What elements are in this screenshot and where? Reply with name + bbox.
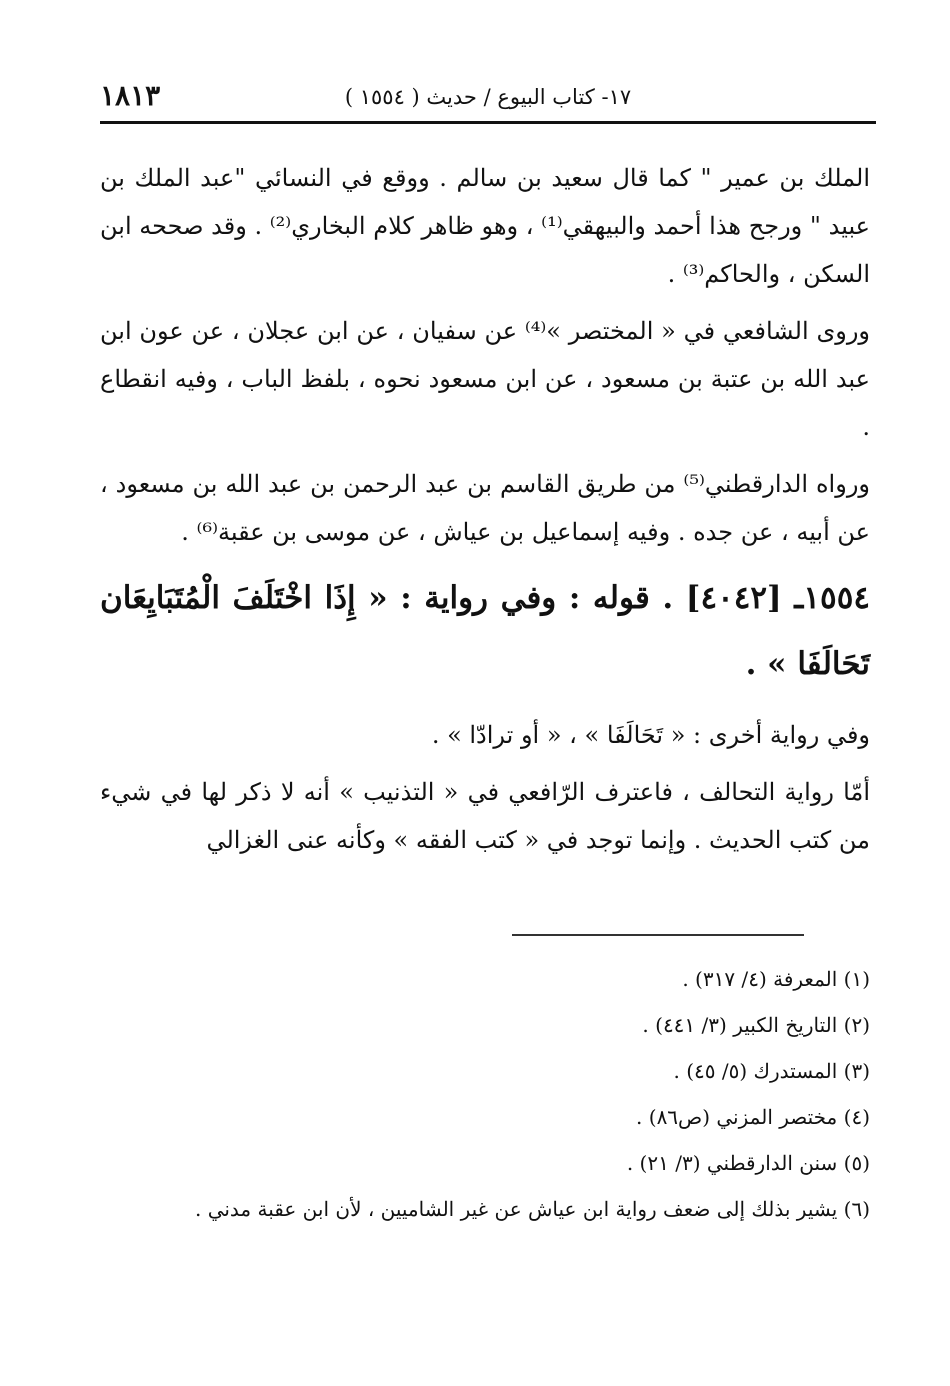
paragraph-2: وروى الشافعي في « المختصر »⁽⁴⁾ عن سفيان ، عن ابن عجلان ، عن عون ابن عبد الله بن عتبة بن مسعود ، عن ابن مسعود نحوه ، بلفظ الباب ، وفيه انقطاع .: [100, 317, 871, 441]
page-number: ١٨١٣: [100, 79, 161, 112]
footnotes: [100, 956, 870, 1232]
hadith-heading: ١٥٥٤ـ [٤٠٤٢] . قوله : وفي رواية : « إِذَا اخْتَلَفَ الْمُتَبَايِعَان تَحَالَفَا » .: [100, 580, 870, 682]
footnote-2: (٢) التاريخ الكبير (٣/ ٤٤١) .: [642, 1013, 870, 1037]
footnote-6: (٦) يشير بذلك إلى ضعف رواية ابن عياش عن غير الشاميين ، لأن ابن عقبة مدني .: [194, 1197, 870, 1221]
paragraph-5: أمّا رواية التحالف ، فاعترف الرّافعي في « التذنيب » أنه لا ذكر لها في شيء من كتب الحديث . وإنما توجد في « كتب الفقه » وكأنه عنى الغزالي: [100, 778, 870, 854]
paragraph-3: ورواه الدارقطني⁽⁵⁾ من طريق القاسم بن عبد الرحمن بن عبد الله بن مسعود ، عن أبيه ، عن جده . وفيه إسماعيل بن عياش ، عن موسى بن عقبة⁽⁶⁾ .: [100, 470, 870, 546]
header-rule: [100, 121, 876, 124]
footnote-3: (٣) المستدرك (٥/ ٤٥) .: [673, 1059, 870, 1083]
main-text: [100, 154, 870, 873]
footnote-4: (٤) مختصر المزني (ص٨٦) .: [636, 1105, 870, 1129]
page-header: [100, 78, 876, 122]
footnote-5: (٥) سنن الدارقطني (٣/ ٢١) .: [626, 1151, 870, 1175]
running-title: ١٧- كتاب البيوع / حديث ( ١٥٥٤ ): [344, 85, 632, 109]
footnote-1: (١) المعرفة (٤/ ٣١٧) .: [682, 967, 870, 991]
footnote-separator: [512, 934, 804, 936]
paragraph-4: وفي رواية أخرى : « تَحَالَفَا » ، « أو ترادّا » .: [431, 721, 870, 749]
paragraph-1: الملك بن عمير " كما قال سعيد بن سالم . ووقع في النسائي "عبد الملك بن عبيد " ورجح هذا أحمد والبيهقي⁽¹⁾ ، وهو ظاهر كلام البخاري⁽²⁾ . وقد صححه ابن السكن ، والحاكم⁽³⁾ .: [100, 164, 871, 288]
